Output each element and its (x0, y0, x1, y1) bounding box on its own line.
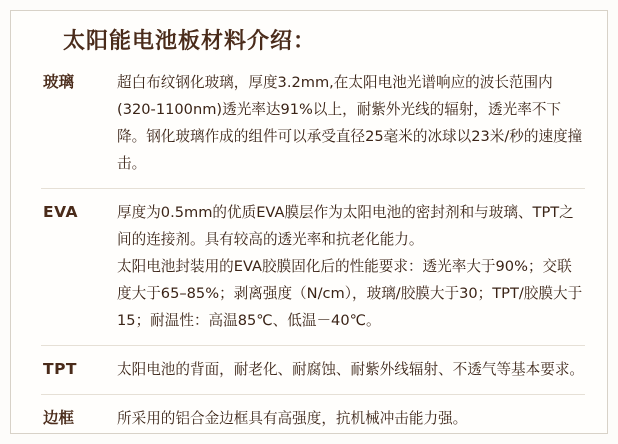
entry-paragraph: 太阳电池封装用的EVA胶膜固化后的性能要求：透光率大于90%；交联度大于65–85%；剥离强度（N/cm），玻璃/胶膜大于30；TPT/胶膜大于15；耐温性：高温85℃、低温－40℃。 (117, 258, 583, 330)
entry-body-glass (117, 69, 585, 177)
divider (41, 345, 585, 346)
entry-paragraph: 厚度为0.5mm的优质EVA膜层作为太阳电池的密封剂和与玻璃、TPT之间的连接剂。具有较高的透光率和抗老化能力。 (117, 204, 574, 249)
entry-paragraph: 超白布纹钢化玻璃，厚度3.2mm,在太阳电池光谱响应的波长范围内(320-1100nm)透光率达91%以上，耐紫外光线的辐射，透光率不下降。钢化玻璃作成的组件可以承受直径25毫米的冰球以23米/秒的速度撞击。 (117, 74, 583, 173)
entry-body-frame (117, 405, 585, 432)
entry-body-eva (117, 199, 585, 334)
list-item (41, 356, 585, 383)
divider (41, 394, 585, 395)
list-item (41, 405, 585, 432)
entry-body-tpt (117, 356, 585, 383)
entry-term-frame: 边框 (43, 409, 75, 428)
page-title: 太阳能电池板材料介绍： (63, 29, 317, 54)
entry-term-glass: 玻璃 (43, 73, 75, 92)
definition-list (41, 69, 585, 432)
document-frame (10, 10, 608, 434)
divider (41, 188, 585, 189)
list-item (41, 69, 585, 177)
entry-term-tpt: TPT (43, 360, 78, 379)
entry-term-eva: EVA (43, 203, 79, 222)
entry-paragraph: 太阳电池的背面，耐老化、耐腐蚀、耐紫外线辐射、不透气等基本要求。 (117, 361, 585, 379)
entry-paragraph: 所采用的铝合金边框具有高强度，抗机械冲击能力强。 (117, 410, 468, 428)
list-item (41, 199, 585, 334)
